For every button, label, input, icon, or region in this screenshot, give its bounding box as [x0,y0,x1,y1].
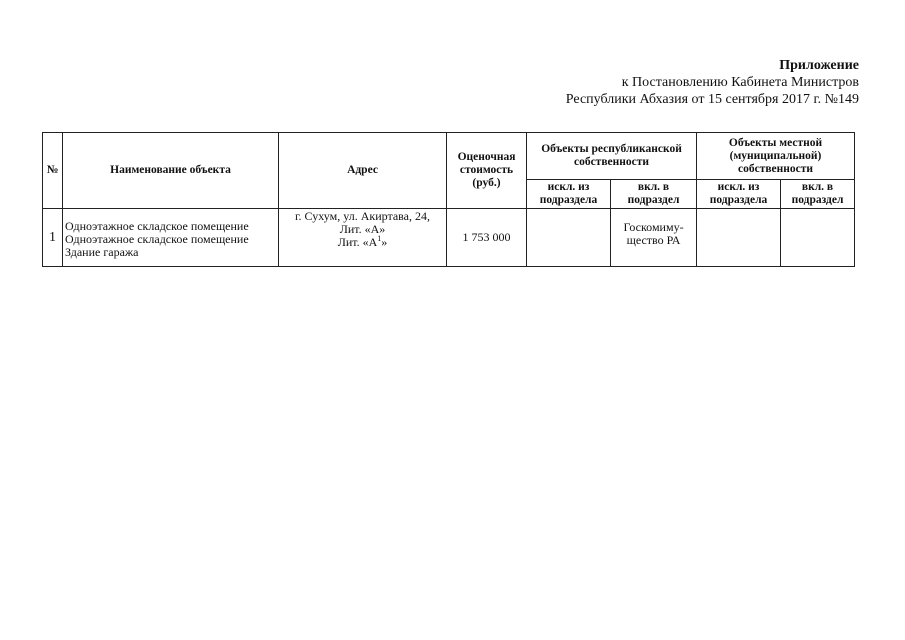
address-cell [279,209,447,267]
col-header-local-excluded: искл. из подраздела [697,180,781,209]
address-line-closing: » [381,235,388,249]
table-row [43,209,855,267]
object-name-line: Здание гаража [65,245,139,259]
local-included-cell [781,209,855,267]
republic-included-cell: Госкомиму-щество РА [611,209,697,267]
appendix-reference-line-2: Республики Абхазия от 15 сентября 2017 г. №149 [565,92,859,107]
col-group-local-property: Объекты местной (муниципальной) собственности [697,133,855,180]
object-name-line: Одноэтажное складское помещение [65,232,249,246]
col-header-republic-included: вкл. в подраздел [611,180,697,209]
address-line: Лит. «А» [339,222,386,236]
col-group-republic-property: Объекты республиканской собственности [527,133,697,180]
estimated-cost-cell: 1 753 000 [447,209,527,267]
address-line-text: Лит. «А [337,235,378,249]
col-header-number: № [43,133,63,209]
col-header-object-name: Наименование объекта [63,133,279,209]
appendix-reference-line-1: к Постановлению Кабинета Министров [621,75,859,90]
document-header [566,57,859,108]
col-header-estimated-cost: Оценочная стоимость (руб.) [447,133,527,209]
address-superscript: 1 [377,234,382,243]
col-header-address: Адрес [279,133,447,209]
address-line: г. Сухум, ул. Акиртава, 24, [294,209,431,223]
objects-table [42,132,855,267]
row-number: 1 [43,209,63,267]
republic-excluded-cell [527,209,611,267]
object-name-line: Одноэтажное складское помещение [65,219,249,233]
object-name-cell [63,209,279,267]
col-header-republic-excluded: искл. из подраздела [527,180,611,209]
address-line [281,236,444,249]
appendix-title: Приложение [779,58,859,73]
col-header-local-included: вкл. в подраздел [781,180,855,209]
local-excluded-cell [697,209,781,267]
